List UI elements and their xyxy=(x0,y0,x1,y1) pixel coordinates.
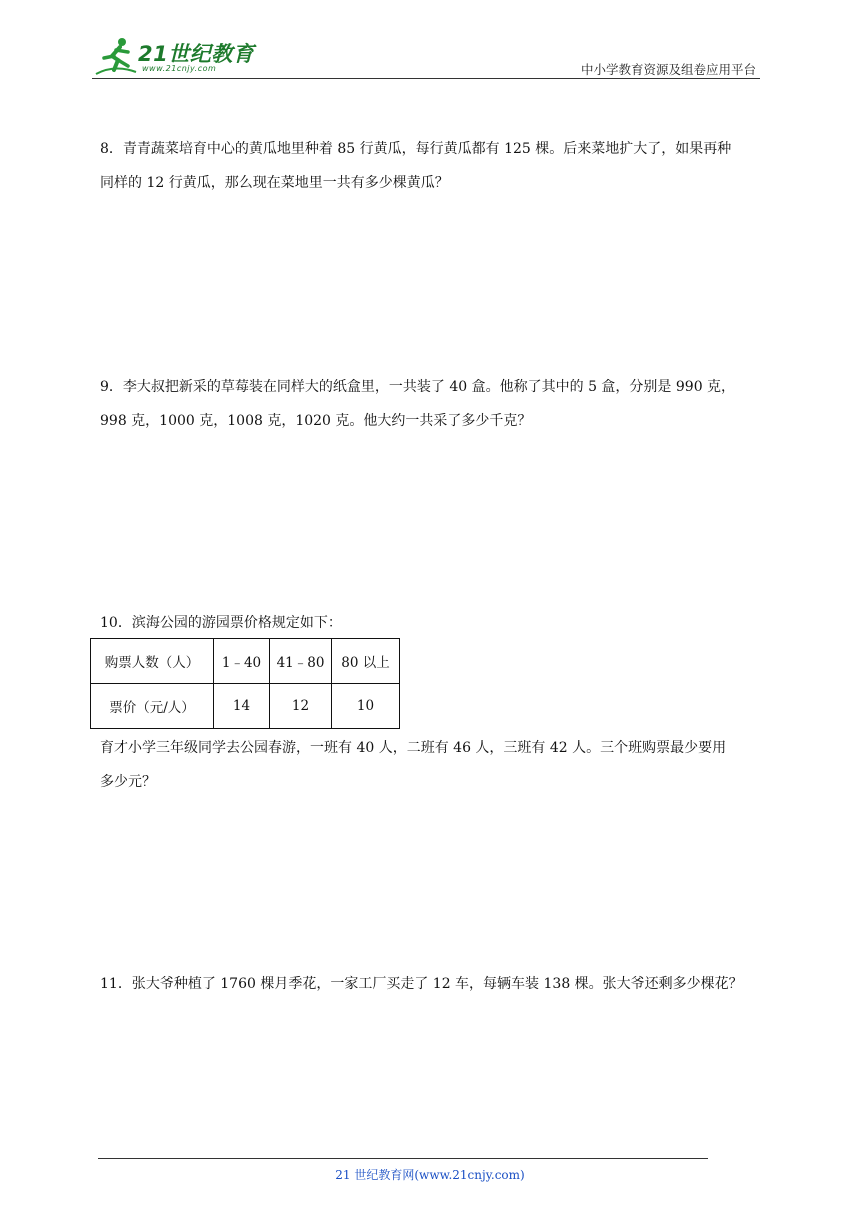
page-header xyxy=(92,34,760,80)
ticket-price-table xyxy=(90,638,400,729)
question-10-intro xyxy=(100,606,760,640)
question-10-body xyxy=(100,731,760,799)
question-line: 同样的 12 行黄瓜，那么现在菜地里一共有多少棵黄瓜？ xyxy=(100,175,449,191)
table-row xyxy=(91,639,400,684)
question-line: 11．张大爷种植了 1760 棵月季花，一家工厂买走了 12 车，每辆车装 138 棵。张大爷还剩多少棵花？ xyxy=(100,976,743,992)
logo-url: www.21cnjy.com xyxy=(142,64,217,73)
header-divider xyxy=(92,78,760,79)
runner-logo-icon xyxy=(92,34,138,78)
platform-label: 中小学教育资源及组卷应用平台 xyxy=(580,62,756,77)
table-cell: 票价（元/人） xyxy=(91,684,214,729)
question-line: 多少元？ xyxy=(100,774,156,790)
logo-text: 21世纪教育 xyxy=(138,42,255,66)
question-9 xyxy=(100,370,760,438)
question-line: 10．滨海公园的游园票价格规定如下： xyxy=(100,615,342,631)
table-cell: 1﹣40 xyxy=(214,639,270,684)
question-line: 998 克，1000 克，1008 克，1020 克。他大约一共采了多少千克？ xyxy=(100,413,532,429)
table-cell: 80 以上 xyxy=(332,639,400,684)
question-8 xyxy=(100,132,760,200)
table-cell: 10 xyxy=(332,684,400,729)
footer-link[interactable]: 21 世纪教育网(www.21cnjy.com) xyxy=(335,1168,525,1182)
logo xyxy=(92,34,262,78)
table-cell: 购票人数（人） xyxy=(91,639,214,684)
question-line: 8．青青蔬菜培育中心的黄瓜地里种着 85 行黄瓜，每行黄瓜都有 125 棵。后来菜地扩大了，如果再种 xyxy=(100,141,732,157)
question-line: 9．李大叔把新采的草莓装在同样大的纸盒里，一共装了 40 盒。他称了其中的 5 盒，分别是 990 克， xyxy=(100,379,736,395)
question-line: 育才小学三年级同学去公园春游，一班有 40 人，二班有 46 人，三班有 42 人。三个班购票最少要用 xyxy=(100,740,727,756)
table-cell: 14 xyxy=(214,684,270,729)
table-cell: 12 xyxy=(270,684,332,729)
footer-divider xyxy=(98,1158,708,1159)
table-cell: 41﹣80 xyxy=(270,639,332,684)
table-row xyxy=(91,684,400,729)
question-11 xyxy=(100,967,760,1001)
